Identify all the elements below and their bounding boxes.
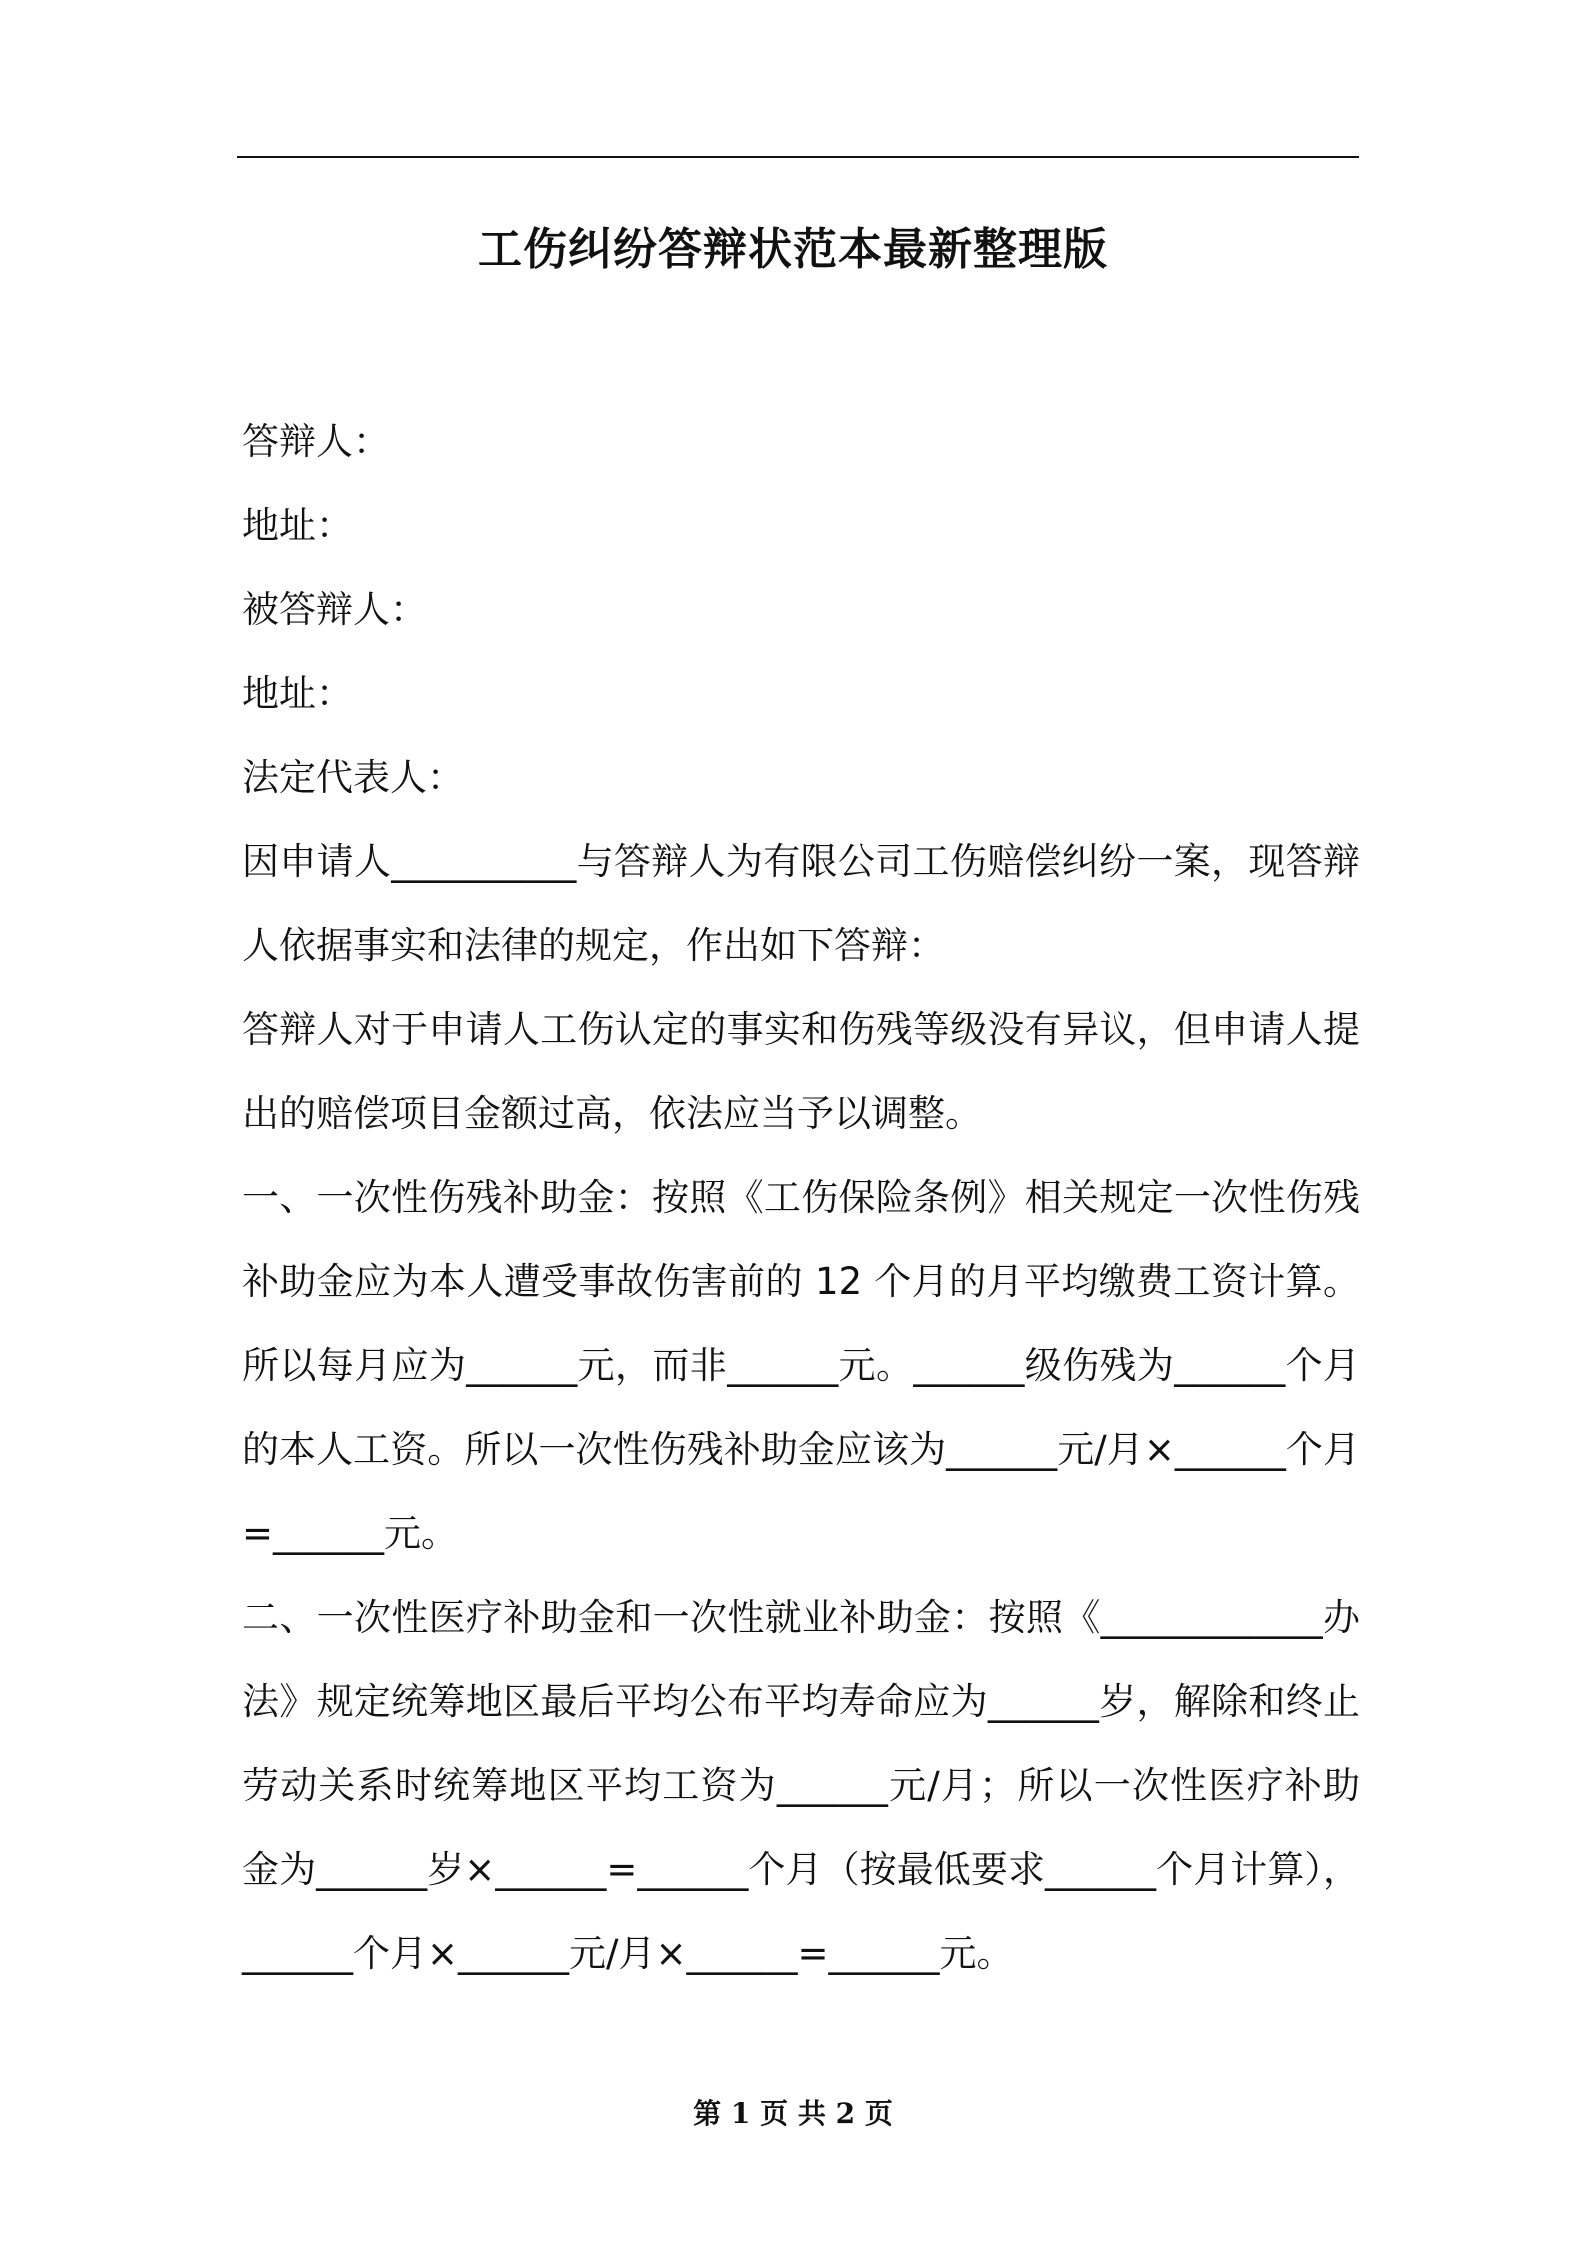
- case-intro-paragraph: 因申请人__________与答辩人为有限公司工伤赔偿纠纷一案，现答辩人依据事实和法律的规定，作出如下答辩：: [242, 840, 1360, 967]
- medical-employment-subsidy-paragraph: 二、一次性医疗补助金和一次性就业补助金：按照《____________办法》规定统筹地区最后平均公布平均寿命应为______岁，解除和终止劳动关系时统筹地区平均工资为______元/月；所以一次性医疗补助金为______岁×______=______个月（按最低要求______个月计算），______个月×______元/月×______=______元。: [242, 1596, 1360, 1975]
- document-title: 工伤纠纷答辩状范本最新整理版: [478, 224, 1108, 275]
- document-body: [242, 400, 1360, 1996]
- respondent-field: 答辩人：: [242, 420, 390, 463]
- defendant-field: 被答辩人：: [242, 588, 427, 631]
- header-rule: [237, 156, 1359, 158]
- defendant-address-field: 地址：: [242, 672, 353, 715]
- respondent-address-field: 地址：: [242, 504, 353, 547]
- legal-representative-field: 法定代表人：: [242, 756, 464, 799]
- dispute-statement-paragraph: 答辩人对于申请人工伤认定的事实和伤残等级没有异议，但申请人提出的赔偿项目金额过高，依法应当予以调整。: [242, 1008, 1360, 1135]
- page-footer: 第 1 页 共 2 页: [693, 2097, 893, 2130]
- disability-subsidy-paragraph: 一、一次性伤残补助金：按照《工伤保险条例》相关规定一次性伤残补助金应为本人遭受事故伤害前的 12 个月的月平均缴费工资计算。所以每月应为______元，而非______元。______级伤残为______个月的本人工资。所以一次性伤残补助金应该为______元/月×______个月=______元。: [242, 1176, 1360, 1555]
